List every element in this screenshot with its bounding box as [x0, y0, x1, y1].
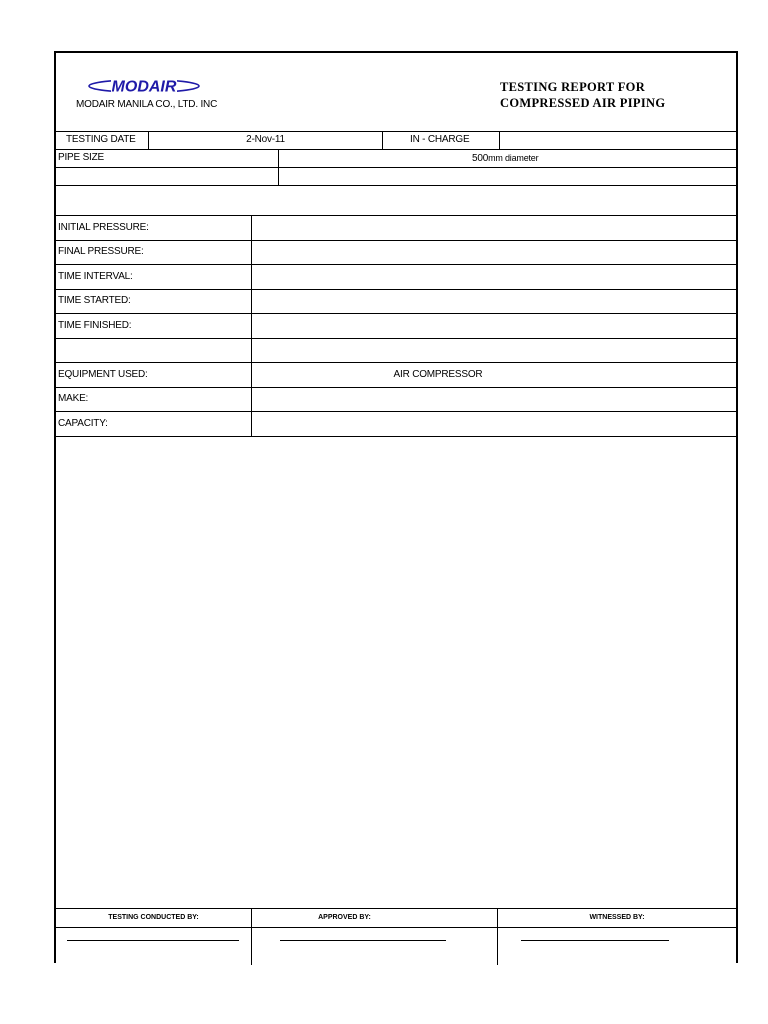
capacity-label: CAPACITY: — [58, 418, 108, 429]
company-name: MODAIR MANILA CO., LTD. INC — [76, 99, 218, 110]
divider — [251, 215, 252, 436]
divider — [56, 131, 736, 132]
divider — [56, 436, 736, 437]
testing-date-label: TESTING DATE — [66, 134, 136, 145]
in-charge-label: IN - CHARGE — [410, 134, 470, 145]
approved-by-label: APPROVED BY: — [318, 914, 371, 921]
divider — [56, 411, 736, 412]
witnessed-by-label: WITNESSED BY: — [589, 914, 645, 921]
divider — [278, 149, 279, 185]
divider — [56, 289, 736, 290]
divider — [56, 167, 736, 168]
report-title-line2: COMPRESSED AIR PIPING — [500, 96, 666, 110]
logo-text: MODAIR — [111, 78, 177, 96]
equipment-used-value: AIR COMPRESSOR — [393, 369, 483, 380]
equipment-used-label: EQUIPMENT USED: — [58, 369, 148, 380]
conducted-by-signature-line — [67, 940, 239, 941]
time-finished-label: TIME FINISHED: — [58, 320, 132, 331]
divider — [382, 131, 383, 149]
testing-conducted-by-label: TESTING CONDUCTED BY: — [108, 914, 199, 921]
pipe-size-number: 500 — [472, 153, 489, 164]
report-title-line1: TESTING REPORT FOR — [500, 80, 646, 94]
pipe-size-unit: mm diameter — [488, 153, 539, 163]
pipe-size-value — [472, 151, 538, 166]
report-sheet — [54, 51, 738, 963]
divider — [56, 927, 736, 928]
make-label: MAKE: — [58, 393, 89, 404]
divider — [56, 264, 736, 265]
divider — [56, 215, 736, 216]
report-title — [500, 79, 665, 111]
divider — [56, 387, 736, 388]
witnessed-by-signature-line — [521, 940, 669, 941]
time-started-label: TIME STARTED: — [58, 295, 131, 306]
divider — [499, 131, 500, 149]
divider — [56, 362, 736, 363]
modair-logo — [87, 74, 201, 98]
divider — [56, 185, 736, 186]
approved-by-signature-line — [280, 940, 446, 941]
final-pressure-label: FINAL PRESSURE: — [58, 246, 144, 257]
divider — [56, 313, 736, 314]
divider — [56, 338, 736, 339]
time-interval-label: TIME INTERVAL: — [58, 271, 133, 282]
testing-date-value: 2-Nov-11 — [246, 134, 285, 145]
divider — [56, 149, 736, 150]
divider — [56, 908, 736, 909]
pipe-size-label: PIPE SIZE — [58, 152, 104, 163]
divider — [56, 240, 736, 241]
initial-pressure-label: INITIAL PRESSURE: — [58, 222, 149, 233]
